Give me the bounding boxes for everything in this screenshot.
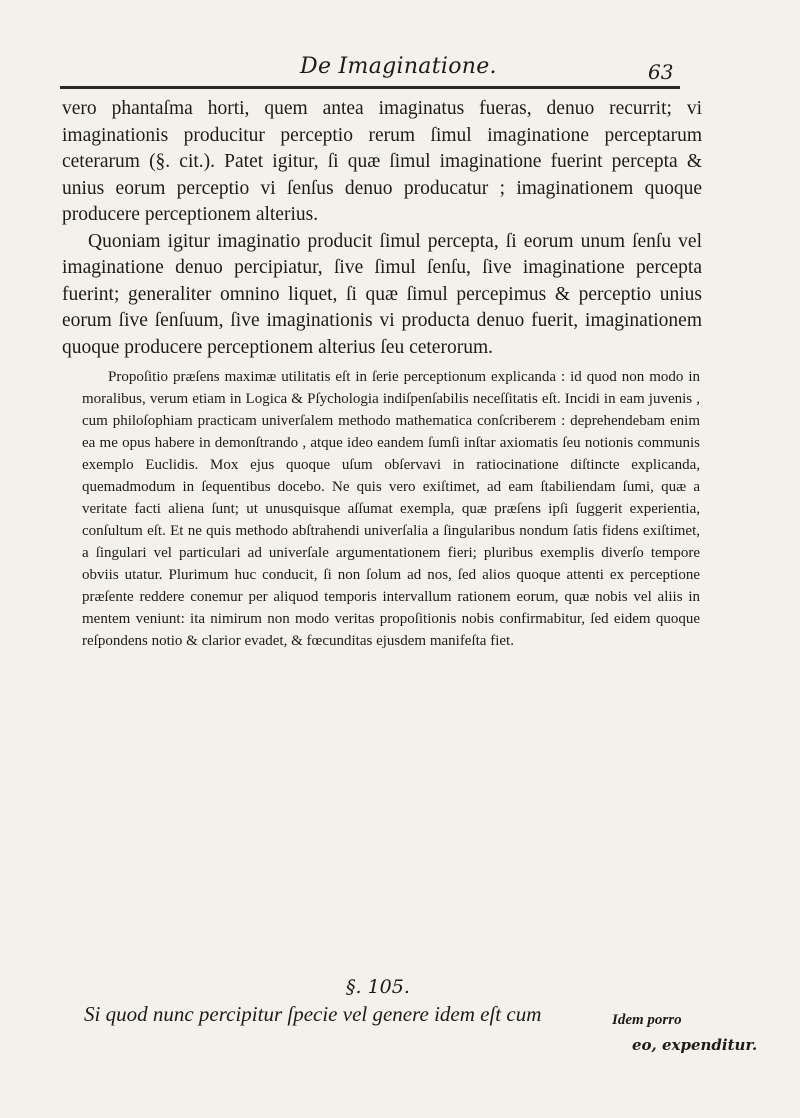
running-head-title: De Imaginatione.	[300, 54, 497, 79]
catchword: eo, expenditur.	[632, 1036, 758, 1054]
note-text: Propoſitio præſens maximæ utilitatis eſt in ſerie perceptionum explicanda : id quod non modo in moralibus, verum etiam in Logica & Pſychologia indiſpenſabilis neceſſitatis eſt. Incidi in eam juvenis , cum philoſophiam practicam univerſalem methodo mathematica conſcriberem : deprehendebam enim ea me opus habere in demonſtrando , atque ideo eandem ſumſi inſtar axiomatis ſeu notionis communis exemplo Euclidis. Mox ejus quoque uſum obſervavi in ratiocinatione diſtincte explicanda, quemadmodum in ſequentibus docebo. Ne quis vero exiſtimet, ad eam ſtabiliendam ſumi, quæ a veritate facti aliena ſunt; ut unusquisque aſſumat exempla, quæ præſens ipſi ſuggerit experientia, conſultum eſt. Et ne quis methodo abſtrahendi univerſalia a ſingularibus nondum ſatis fidens exiſtimet, a ſingulari vel particulari ad univerſale argumentationem fieri; pluribus exemplis diverſo tempore obviis utatur. Plurimum huc conducit, ſi non ſolum ad nos, ſed alios quoque attenti ex perceptione præſente reddere conemur per aliquod temporis intervallum rationem eorum, quæ nobis vel aliis in mentem veniunt: ita nimirum non modo veritas propoſitionis nobis confirmabitur, ſed eidem quoque reſpondens notio & clarior evadet, & fœcunditas ejusdem manifeſta fiet.	[82, 369, 700, 649]
margin-note: Idem porro	[612, 1012, 682, 1028]
scholium-note	[82, 366, 700, 652]
running-head	[0, 44, 800, 84]
section-number: §. 105.	[346, 976, 410, 998]
paragraph-1: vero phantaſma horti, quem antea imaginatus fueras, denuo recurrit; vi imaginationis producitur perceptio rerum ſimul imaginatione perceptarum ceterarum (§. cit.). Patet igitur, ſi quæ ſimul imaginatione fuerint percepta & unius eorum perceptio vi ſenſus denuo producatur ; imaginationem quoque producere perceptionem alterius.	[62, 98, 702, 225]
paragraph-2: Quoniam igitur imaginatio producit ſimul percepta, ſi eorum unum ſenſu vel imaginatione denuo percipiatur, ſive ſimul ſenſu, ſive imaginatione percepta fuerint; generaliter omnino liquet, ſi quæ ſimul percepimus & perceptio unius eorum ſive ſenſuum, ſive imaginationis vi producta denuo fuerit, imaginationem quoque producere perceptionem alterius ſeu ceterorum.	[62, 230, 702, 358]
header-rule	[60, 86, 680, 89]
main-text	[62, 96, 702, 361]
page-number: 63	[648, 60, 674, 84]
section-heading: Si quod nunc percipitur ſpecie vel genere idem eſt cum	[84, 1002, 542, 1026]
